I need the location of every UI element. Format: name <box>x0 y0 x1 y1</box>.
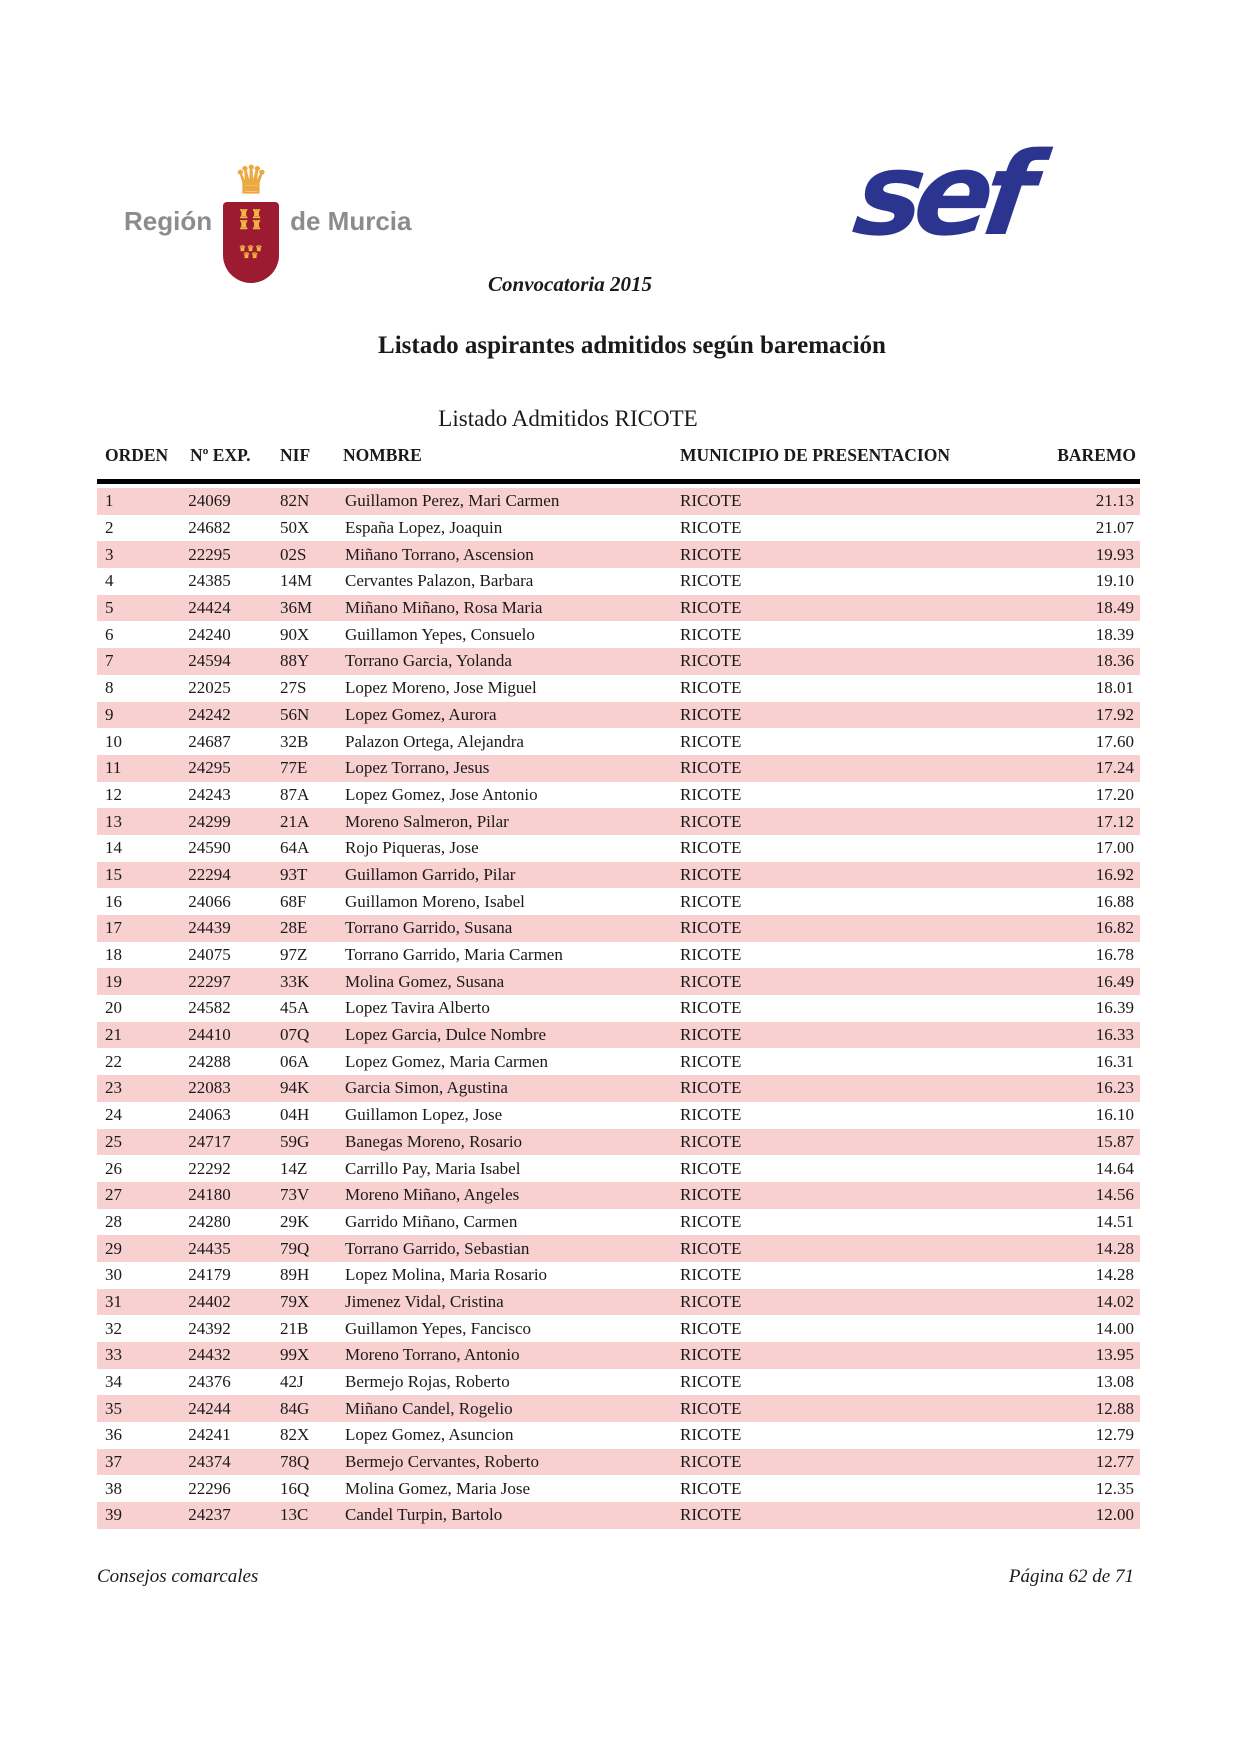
cell-nombre: Guillamon Garrido, Pilar <box>345 864 516 884</box>
cell-municipio: RICOTE <box>680 598 742 618</box>
cell-baremo: 14.64 <box>1095 1158 1134 1178</box>
cell-municipio: RICOTE <box>680 838 742 858</box>
cell-num-exp: 24594 <box>188 651 231 671</box>
cell-orden: 34 <box>105 1372 122 1392</box>
table-row <box>97 888 1140 915</box>
cell-municipio: RICOTE <box>680 1051 742 1071</box>
table-row <box>97 862 1140 889</box>
table-row <box>97 1102 1140 1129</box>
cell-num-exp: 24288 <box>188 1051 231 1071</box>
table-row <box>97 1209 1140 1236</box>
cell-municipio: RICOTE <box>680 518 742 538</box>
cell-nif: 78Q <box>280 1452 310 1472</box>
cell-nif: 56N <box>280 704 310 724</box>
shield-icon <box>223 202 279 283</box>
cell-nif: 89H <box>280 1265 310 1285</box>
cell-nombre: Torrano Garrido, Maria Carmen <box>345 945 563 965</box>
cell-orden: 33 <box>105 1345 122 1365</box>
cell-nif: 79X <box>280 1291 310 1311</box>
cell-orden: 23 <box>105 1078 122 1098</box>
table-row <box>97 675 1140 702</box>
cell-nombre: Garcia Simon, Agustina <box>345 1078 508 1098</box>
cell-orden: 13 <box>105 811 122 831</box>
cell-baremo: 17.00 <box>1095 838 1134 858</box>
cell-orden: 16 <box>105 891 122 911</box>
cell-baremo: 14.28 <box>1095 1238 1134 1258</box>
cell-num-exp: 24180 <box>188 1185 231 1205</box>
cell-nombre: Lopez Moreno, Jose Miguel <box>345 678 537 698</box>
cell-num-exp: 24687 <box>188 731 231 751</box>
cell-num-exp: 24435 <box>188 1238 231 1258</box>
cell-orden: 27 <box>105 1185 122 1205</box>
cell-nif: 59G <box>280 1131 310 1151</box>
cell-baremo: 18.36 <box>1095 651 1134 671</box>
table-row <box>97 782 1140 809</box>
table-row <box>97 1502 1140 1529</box>
crown-icon: ♛ <box>234 160 269 202</box>
cell-nombre: Moreno Salmeron, Pilar <box>345 811 509 831</box>
table-row <box>97 488 1140 515</box>
cell-municipio: RICOTE <box>680 1478 742 1498</box>
cell-nombre: Torrano Garrido, Sebastian <box>345 1238 530 1258</box>
crowns-icon: ♛♛♛ ♛♛ <box>238 244 264 260</box>
cell-num-exp: 24392 <box>188 1318 231 1338</box>
cell-nif: 82N <box>280 491 310 511</box>
table-header <box>0 445 1240 469</box>
cell-num-exp: 24424 <box>188 598 231 618</box>
table-row <box>97 621 1140 648</box>
cell-orden: 18 <box>105 945 122 965</box>
cell-num-exp: 24075 <box>188 945 231 965</box>
cell-num-exp: 24063 <box>188 1105 231 1125</box>
cell-num-exp: 24432 <box>188 1345 231 1365</box>
cell-nombre: Miñano Candel, Rogelio <box>345 1398 513 1418</box>
cell-orden: 30 <box>105 1265 122 1285</box>
cell-nombre: Moreno Torrano, Antonio <box>345 1345 520 1365</box>
cell-baremo: 14.28 <box>1095 1265 1134 1285</box>
cell-nombre: Torrano Garrido, Susana <box>345 918 513 938</box>
cell-nombre: Torrano Garcia, Yolanda <box>345 651 512 671</box>
table-row <box>97 808 1140 835</box>
table-row <box>97 515 1140 542</box>
cell-num-exp: 24439 <box>188 918 231 938</box>
cell-nif: 88Y <box>280 651 310 671</box>
cell-num-exp: 24237 <box>188 1505 231 1525</box>
cell-orden: 29 <box>105 1238 122 1258</box>
cell-municipio: RICOTE <box>680 1398 742 1418</box>
table-row <box>97 1235 1140 1262</box>
cell-num-exp: 24243 <box>188 784 231 804</box>
cell-nombre: Carrillo Pay, Maria Isabel <box>345 1158 521 1178</box>
cell-nif: 68F <box>280 891 307 911</box>
cell-nif: 93T <box>280 864 308 884</box>
cell-baremo: 16.31 <box>1095 1051 1134 1071</box>
cell-num-exp: 22294 <box>188 864 231 884</box>
cell-baremo: 16.88 <box>1095 891 1134 911</box>
cell-nombre: Rojo Piqueras, Jose <box>345 838 479 858</box>
cell-nombre: Guillamon Yepes, Consuelo <box>345 624 535 644</box>
header-rule <box>97 479 1140 484</box>
cell-nif: 82X <box>280 1425 310 1445</box>
cell-nombre: Moreno Miñano, Angeles <box>345 1185 520 1205</box>
cell-nombre: Lopez Gomez, Maria Carmen <box>345 1051 548 1071</box>
cell-nif: 94K <box>280 1078 310 1098</box>
cell-orden: 24 <box>105 1105 122 1125</box>
cell-orden: 6 <box>105 624 114 644</box>
cell-municipio: RICOTE <box>680 1291 742 1311</box>
region-de-murcia-logo <box>124 160 411 283</box>
cell-baremo: 12.77 <box>1095 1452 1134 1472</box>
cell-baremo: 16.49 <box>1095 971 1134 991</box>
table-row <box>97 568 1140 595</box>
cell-nif: 14M <box>280 571 313 591</box>
cell-nif: 14Z <box>280 1158 308 1178</box>
cell-municipio: RICOTE <box>680 678 742 698</box>
cell-municipio: RICOTE <box>680 1425 742 1445</box>
cell-baremo: 17.92 <box>1095 704 1134 724</box>
cell-baremo: 21.13 <box>1095 491 1134 511</box>
page-title: Listado aspirantes admitidos según baremación <box>378 332 886 359</box>
table-row <box>97 1449 1140 1476</box>
cell-nif: 07Q <box>280 1025 310 1045</box>
header-nif: NIF <box>280 445 311 465</box>
table-row <box>97 702 1140 729</box>
page-subtitle: Listado Admitidos RICOTE <box>438 406 698 431</box>
table-row <box>97 648 1140 675</box>
cell-baremo: 17.24 <box>1095 758 1134 778</box>
cell-nombre: Banegas Moreno, Rosario <box>345 1131 523 1151</box>
table-row <box>97 1289 1140 1316</box>
cell-nif: 04H <box>280 1105 310 1125</box>
cell-num-exp: 24682 <box>188 518 231 538</box>
cell-municipio: RICOTE <box>680 1372 742 1392</box>
cell-municipio: RICOTE <box>680 758 742 778</box>
cell-municipio: RICOTE <box>680 784 742 804</box>
footer-left: Consejos comarcales <box>97 1566 259 1587</box>
cell-nombre: Jimenez Vidal, Cristina <box>345 1291 504 1311</box>
cell-nombre: Miñano Miñano, Rosa Maria <box>345 598 543 618</box>
cell-baremo: 12.88 <box>1095 1398 1134 1418</box>
cell-orden: 19 <box>105 971 122 991</box>
cell-nif: 21A <box>280 811 310 831</box>
cell-orden: 1 <box>105 491 114 511</box>
table-row <box>97 1075 1140 1102</box>
cell-municipio: RICOTE <box>680 1105 742 1125</box>
cell-nif: 33K <box>280 971 310 991</box>
cell-nombre: Lopez Gomez, Jose Antonio <box>345 784 538 804</box>
table-row <box>97 1129 1140 1156</box>
cell-nombre: Cervantes Palazon, Barbara <box>345 571 534 591</box>
cell-nombre: Lopez Gomez, Asuncion <box>345 1425 514 1445</box>
cell-orden: 15 <box>105 864 122 884</box>
cell-baremo: 19.93 <box>1095 544 1134 564</box>
table-row <box>97 915 1140 942</box>
cell-baremo: 18.49 <box>1095 598 1134 618</box>
cell-baremo: 19.10 <box>1095 571 1134 591</box>
region-logo-text-left: Región <box>124 206 213 236</box>
table-row <box>97 1342 1140 1369</box>
cell-municipio: RICOTE <box>680 1505 742 1525</box>
table-row <box>97 1022 1140 1049</box>
cell-nif: 97Z <box>280 945 308 965</box>
cell-nombre: Guillamon Moreno, Isabel <box>345 891 525 911</box>
cell-municipio: RICOTE <box>680 1025 742 1045</box>
cell-nif: 84G <box>280 1398 310 1418</box>
cell-num-exp: 24179 <box>188 1265 231 1285</box>
cell-municipio: RICOTE <box>680 704 742 724</box>
cell-nif: 32B <box>280 731 309 751</box>
cell-nombre: Garrido Miñano, Carmen <box>345 1211 518 1231</box>
table-row <box>97 1182 1140 1209</box>
cell-nif: 06A <box>280 1051 310 1071</box>
table-row <box>97 1395 1140 1422</box>
cell-nif: 73V <box>280 1185 310 1205</box>
cell-num-exp: 24066 <box>188 891 231 911</box>
table-body <box>97 488 1140 1529</box>
cell-municipio: RICOTE <box>680 624 742 644</box>
table-row <box>97 1155 1140 1182</box>
cell-num-exp: 22083 <box>188 1078 231 1098</box>
cell-num-exp: 22296 <box>188 1478 231 1498</box>
cell-orden: 5 <box>105 598 114 618</box>
cell-orden: 32 <box>105 1318 122 1338</box>
table-row <box>97 995 1140 1022</box>
cell-baremo: 14.51 <box>1095 1211 1134 1231</box>
cell-nif: 90X <box>280 624 310 644</box>
table-row <box>97 1048 1140 1075</box>
cell-orden: 20 <box>105 998 122 1018</box>
cell-baremo: 18.39 <box>1095 624 1134 644</box>
cell-num-exp: 24069 <box>188 491 231 511</box>
cell-nif: 27S <box>280 678 307 698</box>
cell-municipio: RICOTE <box>680 1452 742 1472</box>
sef-logo: sef <box>846 128 1035 262</box>
cell-num-exp: 22295 <box>188 544 231 564</box>
cell-orden: 12 <box>105 784 122 804</box>
cell-num-exp: 24241 <box>188 1425 231 1445</box>
cell-num-exp: 24385 <box>188 571 231 591</box>
header-baremo: BAREMO <box>1057 445 1136 465</box>
cell-orden: 28 <box>105 1211 122 1231</box>
cell-orden: 39 <box>105 1505 122 1525</box>
header-municipio: MUNICIPIO DE PRESENTACION <box>680 445 950 465</box>
cell-nif: 13C <box>280 1505 309 1525</box>
cell-municipio: RICOTE <box>680 731 742 751</box>
cell-baremo: 16.92 <box>1095 864 1134 884</box>
cell-num-exp: 22025 <box>188 678 231 698</box>
cell-municipio: RICOTE <box>680 1211 742 1231</box>
cell-baremo: 16.33 <box>1095 1025 1134 1045</box>
cell-num-exp: 24582 <box>188 998 231 1018</box>
cell-nif: 50X <box>280 518 310 538</box>
cell-municipio: RICOTE <box>680 1185 742 1205</box>
cell-orden: 26 <box>105 1158 122 1178</box>
cell-nombre: Molina Gomez, Maria Jose <box>345 1478 531 1498</box>
cell-baremo: 21.07 <box>1095 518 1134 538</box>
cell-baremo: 17.60 <box>1095 731 1134 751</box>
table-row <box>97 1262 1140 1289</box>
table-row <box>97 1422 1140 1449</box>
cell-nif: 87A <box>280 784 310 804</box>
cell-municipio: RICOTE <box>680 544 742 564</box>
table-row <box>97 942 1140 969</box>
cell-baremo: 16.10 <box>1095 1105 1134 1125</box>
cell-nombre: Guillamon Lopez, Jose <box>345 1105 503 1125</box>
cell-num-exp: 22297 <box>188 971 231 991</box>
cell-municipio: RICOTE <box>680 1265 742 1285</box>
cell-nombre: Bermejo Rojas, Roberto <box>345 1372 510 1392</box>
cell-nif: 28E <box>280 918 308 938</box>
cell-nif: 36M <box>280 598 313 618</box>
cell-num-exp: 24242 <box>188 704 231 724</box>
cell-nombre: Lopez Torrano, Jesus <box>345 758 490 778</box>
cell-baremo: 12.79 <box>1095 1425 1134 1445</box>
cell-nif: 79Q <box>280 1238 310 1258</box>
table-row <box>97 595 1140 622</box>
cell-municipio: RICOTE <box>680 571 742 591</box>
cell-municipio: RICOTE <box>680 998 742 1018</box>
cell-municipio: RICOTE <box>680 1318 742 1338</box>
table-row <box>97 755 1140 782</box>
cell-num-exp: 24410 <box>188 1025 231 1045</box>
cell-nombre: Lopez Gomez, Aurora <box>345 704 497 724</box>
cell-orden: 2 <box>105 518 114 538</box>
cell-municipio: RICOTE <box>680 1158 742 1178</box>
cell-municipio: RICOTE <box>680 891 742 911</box>
cell-orden: 21 <box>105 1025 122 1045</box>
cell-municipio: RICOTE <box>680 1078 742 1098</box>
cell-nif: 99X <box>280 1345 310 1365</box>
cell-nombre: Lopez Tavira Alberto <box>345 998 490 1018</box>
footer-page-number: Página 62 de 71 <box>1008 1566 1134 1587</box>
table-row <box>97 835 1140 862</box>
cell-baremo: 13.08 <box>1095 1372 1134 1392</box>
cell-nif: 02S <box>280 544 307 564</box>
cell-orden: 9 <box>105 704 114 724</box>
cell-baremo: 13.95 <box>1095 1345 1134 1365</box>
cell-baremo: 14.00 <box>1095 1318 1134 1338</box>
cell-num-exp: 22292 <box>188 1158 231 1178</box>
cell-orden: 7 <box>105 651 114 671</box>
cell-baremo: 12.35 <box>1095 1478 1134 1498</box>
cell-orden: 17 <box>105 918 122 938</box>
cell-municipio: RICOTE <box>680 651 742 671</box>
cell-orden: 25 <box>105 1131 122 1151</box>
cell-municipio: RICOTE <box>680 945 742 965</box>
header-nombre: NOMBRE <box>343 445 422 465</box>
cell-nif: 29K <box>280 1211 310 1231</box>
cell-baremo: 16.82 <box>1095 918 1134 938</box>
table-row <box>97 968 1140 995</box>
cell-nombre: Lopez Molina, Maria Rosario <box>345 1265 548 1285</box>
header-orden: ORDEN <box>105 445 169 465</box>
cell-baremo: 16.39 <box>1095 998 1134 1018</box>
cell-num-exp: 24402 <box>188 1291 231 1311</box>
cell-baremo: 12.00 <box>1095 1505 1134 1525</box>
cell-municipio: RICOTE <box>680 811 742 831</box>
cell-orden: 11 <box>105 758 122 778</box>
header-num-exp: Nº EXP. <box>190 445 251 465</box>
cell-municipio: RICOTE <box>680 918 742 938</box>
cell-nombre: Bermejo Cervantes, Roberto <box>345 1452 540 1472</box>
cell-orden: 14 <box>105 838 122 858</box>
cell-orden: 4 <box>105 571 114 591</box>
cell-municipio: RICOTE <box>680 1345 742 1365</box>
cell-orden: 10 <box>105 731 122 751</box>
cell-orden: 22 <box>105 1051 122 1071</box>
cell-baremo: 17.20 <box>1095 784 1134 804</box>
cell-orden: 35 <box>105 1398 122 1418</box>
cell-municipio: RICOTE <box>680 1238 742 1258</box>
cell-num-exp: 24376 <box>188 1372 231 1392</box>
cell-municipio: RICOTE <box>680 491 742 511</box>
cell-baremo: 15.87 <box>1095 1131 1134 1151</box>
murcia-coat-of-arms <box>222 160 280 283</box>
cell-nombre: Candel Turpin, Bartolo <box>345 1505 503 1525</box>
cell-orden: 36 <box>105 1425 122 1445</box>
cell-num-exp: 24717 <box>188 1131 231 1151</box>
table-row <box>97 1315 1140 1342</box>
cell-nombre: España Lopez, Joaquin <box>345 518 503 538</box>
table-row <box>97 541 1140 568</box>
convocatoria-title: Convocatoria 2015 <box>488 272 652 296</box>
cell-baremo: 17.12 <box>1095 811 1134 831</box>
castles-icon: ♜♜ ♜♜ <box>238 207 264 232</box>
cell-baremo: 14.02 <box>1095 1291 1134 1311</box>
cell-baremo: 18.01 <box>1095 678 1134 698</box>
cell-nombre: Guillamon Yepes, Fancisco <box>345 1318 532 1338</box>
cell-municipio: RICOTE <box>680 1131 742 1151</box>
table-row <box>97 1369 1140 1396</box>
cell-orden: 38 <box>105 1478 122 1498</box>
cell-orden: 8 <box>105 678 114 698</box>
cell-orden: 3 <box>105 544 114 564</box>
cell-nif: 77E <box>280 758 308 778</box>
cell-nif: 16Q <box>280 1478 310 1498</box>
cell-nombre: Palazon Ortega, Alejandra <box>345 731 524 751</box>
cell-municipio: RICOTE <box>680 864 742 884</box>
cell-baremo: 16.23 <box>1095 1078 1134 1098</box>
cell-num-exp: 24280 <box>188 1211 231 1231</box>
cell-municipio: RICOTE <box>680 971 742 991</box>
cell-nif: 21B <box>280 1318 309 1338</box>
cell-nombre: Lopez Garcia, Dulce Nombre <box>345 1025 547 1045</box>
cell-baremo: 14.56 <box>1095 1185 1134 1205</box>
cell-num-exp: 24244 <box>188 1398 231 1418</box>
cell-num-exp: 24295 <box>188 758 231 778</box>
cell-nif: 64A <box>280 838 310 858</box>
cell-nombre: Molina Gomez, Susana <box>345 971 505 991</box>
cell-orden: 37 <box>105 1452 122 1472</box>
cell-nif: 45A <box>280 998 310 1018</box>
cell-num-exp: 24240 <box>188 624 231 644</box>
cell-orden: 31 <box>105 1291 122 1311</box>
cell-nombre: Guillamon Perez, Mari Carmen <box>345 491 560 511</box>
cell-num-exp: 24590 <box>188 838 231 858</box>
table-row <box>97 1475 1140 1502</box>
cell-nif: 42J <box>280 1372 304 1392</box>
cell-num-exp: 24374 <box>188 1452 231 1472</box>
cell-baremo: 16.78 <box>1095 945 1134 965</box>
region-logo-text-right: de Murcia <box>290 206 412 236</box>
cell-num-exp: 24299 <box>188 811 231 831</box>
table-row <box>97 728 1140 755</box>
cell-nombre: Miñano Torrano, Ascension <box>345 544 534 564</box>
